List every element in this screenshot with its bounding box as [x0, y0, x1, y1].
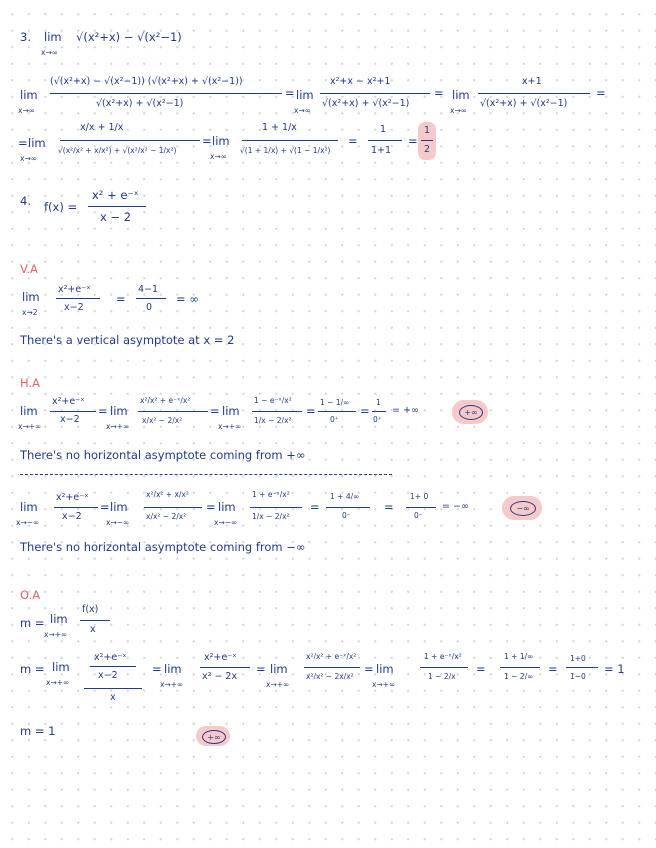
limit-label: lim [110, 500, 128, 514]
slope-lhs: m = [20, 662, 45, 676]
section-heading: O.A [20, 588, 41, 602]
limit-label: lim [44, 30, 62, 44]
fraction-numerator: x²+e⁻ˣ [58, 284, 91, 295]
equals-sign: = [116, 292, 126, 306]
fraction-bar [90, 666, 136, 667]
limit-subscript: x→∞ [20, 154, 37, 163]
limit-label: lim [52, 660, 70, 674]
fraction-denominator: x−2 [60, 414, 80, 425]
fraction-bar [50, 93, 282, 94]
fraction-bar [406, 507, 436, 508]
fraction-numerator: x² + e⁻ˣ [92, 188, 139, 202]
conclusion-note: There's no horizontal asymptote coming from +∞ [20, 448, 306, 462]
fraction-denominator: √(x²+x) + √(x²−1) [480, 98, 568, 109]
fraction-denominator: 0⁺ [330, 415, 339, 424]
fraction-middle: x−2 [98, 670, 118, 681]
fraction-denominator: x² − 2x [202, 671, 238, 682]
fraction-numerator: 1 [376, 398, 381, 407]
limit-label: lim [296, 88, 314, 102]
limit-subscript: x→2 [22, 308, 38, 317]
fraction-numerator: x+1 [522, 76, 542, 87]
fraction-bar [56, 298, 100, 299]
equals-sign: = [256, 662, 266, 676]
fraction-numerator: x²/x² + e⁻ˣ/x² [306, 652, 357, 661]
equals-sign: = [348, 134, 358, 148]
fraction-denominator: 0⁻ [342, 511, 351, 520]
fraction-numerator: 1 + 1/∞ [504, 652, 534, 661]
fraction-denominator: √(x²/x² + x/x²) + √(x²/x² − 1/x²) [58, 146, 177, 155]
equals-sign: = [596, 86, 606, 100]
equals-sign: = [210, 404, 220, 418]
problem-number: 4. [20, 194, 31, 208]
limit-subscript: x→∞ [450, 106, 467, 115]
limit-subscript: x→−∞ [214, 518, 238, 527]
limit-result: = −∞ [442, 501, 469, 512]
fraction-bar [304, 667, 360, 668]
limit-subscript: x→−∞ [106, 518, 130, 527]
fraction-denominator: 0⁻ [414, 511, 423, 520]
fraction-numerator: x²+e⁻ˣ [94, 652, 127, 663]
fraction-denominator: √(1 + 1/x) + √(1 − 1/x²) [240, 146, 331, 155]
limit-label: lim [452, 88, 470, 102]
conclusion-note: There's no horizontal asymptote coming from −∞ [20, 540, 306, 554]
fraction-bar [252, 411, 302, 412]
fraction-denominator: x/x² − 2/x² [142, 416, 183, 425]
conclusion-note: There's a vertical asymptote at x = 2 [20, 333, 235, 347]
limit-subscript: x→−∞ [16, 518, 40, 527]
fraction-numerator: x/x + 1/x [80, 122, 124, 133]
circled-result: +∞ [459, 405, 483, 420]
limit-label: lim [22, 290, 40, 304]
answer-numerator: 1 [424, 125, 431, 136]
fraction-denominator: 1+1 [371, 145, 392, 156]
limit-subscript: x→∞ [41, 48, 58, 57]
fraction-numerator: 1 + 1/x [262, 122, 297, 133]
fraction-bar [250, 507, 302, 508]
equals-sign: = [100, 500, 110, 514]
limit-label: lim [222, 404, 240, 418]
fraction-bar [318, 411, 356, 412]
limit-result: = +∞ [392, 405, 419, 416]
fraction-bar [136, 298, 166, 299]
fraction-numerator: 1 + e⁻ˣ/x² [252, 490, 290, 499]
section-heading: V.A [20, 262, 38, 276]
limit-subscript: x→∞ [210, 152, 227, 161]
equals-sign: = [476, 662, 486, 676]
fraction-numerator: 4−1 [138, 284, 159, 295]
answer-denominator: 2 [424, 144, 431, 155]
fraction-bar [420, 667, 468, 668]
fraction-bar [144, 507, 202, 508]
problem-expression: √(x²+x) − √(x²−1) [76, 30, 182, 44]
fraction-denominator: 0 [146, 302, 153, 313]
fraction-numerator: x²+e⁻ˣ [52, 396, 85, 407]
fraction-numerator: f(x) [82, 604, 99, 615]
equals-sign: = [98, 404, 108, 418]
equals-sign: = [206, 500, 216, 514]
fraction-bar [138, 411, 208, 412]
section-heading: H.A [20, 376, 40, 390]
equals-sign: = [18, 136, 28, 150]
fraction-denominator: 1/x − 2/x² [254, 416, 292, 425]
fraction-numerator: x²+e⁻ˣ [56, 492, 89, 503]
fraction-denominator: x [110, 692, 116, 703]
fraction-numerator: x²/x² + e⁻ˣ/x² [140, 396, 191, 405]
limit-label: lim [212, 134, 230, 148]
limit-label: lim [110, 404, 128, 418]
fraction-numerator: 1 + 4/∞ [330, 492, 360, 501]
fraction-denominator: 1 − 2/∞ [504, 672, 534, 681]
limit-result: = ∞ [176, 292, 199, 306]
fraction-numerator: 1 − e⁻ˣ/x² [254, 396, 292, 405]
fraction-denominator: x [90, 624, 96, 635]
equals-sign: = [285, 86, 295, 100]
fraction-denominator: √(x²+x) + √(x²−1) [96, 98, 184, 109]
equals-sign: = [306, 404, 316, 418]
fraction-numerator: 1 [380, 124, 387, 135]
limit-label: lim [20, 88, 38, 102]
equals-sign: = [310, 500, 320, 514]
fraction-bar [368, 140, 402, 141]
limit-label: lim [20, 500, 38, 514]
fraction-bar [421, 140, 433, 141]
fraction-numerator: x²+x − x²+1 [330, 76, 391, 87]
problem-number: 3. [20, 30, 31, 44]
equals-sign: = [408, 134, 418, 148]
equals-sign: = [434, 86, 444, 100]
fraction-bar [80, 620, 110, 621]
equals-sign: = [364, 662, 374, 676]
fraction-numerator: 1 + e⁻ˣ/x² [424, 652, 462, 661]
fraction-numerator: 1+0 [570, 654, 586, 663]
fraction-denominator: x²/x² − 2x/x² [306, 672, 354, 681]
limit-subscript: x→+∞ [46, 678, 70, 687]
fraction-bar [88, 206, 146, 207]
limit-subscript: x→+∞ [266, 680, 290, 689]
fraction-bar [372, 411, 386, 412]
limit-label: lim [50, 612, 68, 626]
fraction-bar [242, 140, 338, 141]
equals-sign: = [360, 404, 370, 418]
limit-subscript: x→∞ [18, 106, 35, 115]
circled-result: −∞ [510, 501, 536, 516]
slope-conclusion: m = 1 [20, 724, 56, 738]
fraction-numerator: 1+ 0 [410, 492, 429, 501]
fraction-bar [50, 411, 96, 412]
slope-lhs: m = [20, 616, 45, 630]
equals-sign: = [548, 662, 558, 676]
limit-label: lim [164, 662, 182, 676]
fraction-denominator: x−2 [62, 511, 82, 522]
limit-label: lim [376, 662, 394, 676]
fraction-bar [54, 507, 98, 508]
equals-sign: = [202, 134, 212, 148]
fraction-bar [478, 93, 590, 94]
fraction-main-bar [84, 688, 142, 689]
fraction-denominator: x/x² − 2/x² [146, 512, 187, 521]
fraction-numerator: (√(x²+x) − √(x²−1)) (√(x²+x) + √(x²−1)) [50, 76, 243, 87]
fraction-bar [500, 667, 540, 668]
circled-result: +∞ [202, 730, 226, 744]
fraction-bar [326, 507, 370, 508]
fraction-numerator: 1 − 1/∞ [320, 398, 350, 407]
limit-subscript: x→+∞ [18, 422, 42, 431]
equals-sign: = [152, 662, 162, 676]
fraction-denominator: 1−0 [570, 672, 586, 681]
fraction-bar [60, 140, 200, 141]
limit-subscript: x→+∞ [160, 680, 184, 689]
limit-subscript: x→+∞ [218, 422, 242, 431]
equals-sign: = [384, 500, 394, 514]
fraction-denominator: √(x²+x) + √(x²−1) [322, 98, 410, 109]
slope-result: = 1 [604, 662, 625, 676]
limit-label: lim [28, 136, 46, 150]
fraction-denominator: x−2 [64, 302, 84, 313]
function-lhs: f(x) = [44, 200, 78, 214]
dashed-divider [20, 474, 392, 475]
limit-label: lim [20, 404, 38, 418]
limit-subscript: x→+∞ [106, 422, 130, 431]
fraction-bar [320, 93, 430, 94]
limit-subscript: x→∞ [294, 106, 311, 115]
fraction-denominator: 1/x − 2/x² [252, 512, 290, 521]
fraction-denominator: 0⁺ [373, 415, 382, 424]
limit-subscript: x→+∞ [44, 630, 68, 639]
limit-subscript: x→+∞ [372, 680, 396, 689]
fraction-bar [200, 667, 250, 668]
fraction-numerator: x²+e⁻ˣ [204, 652, 237, 663]
fraction-bar [566, 667, 598, 668]
fraction-denominator: x − 2 [100, 210, 132, 224]
limit-label: lim [270, 662, 288, 676]
fraction-numerator: x²/x² + x/x² [146, 490, 189, 499]
limit-label: lim [218, 500, 236, 514]
fraction-denominator: 1 − 2/x [428, 672, 456, 681]
